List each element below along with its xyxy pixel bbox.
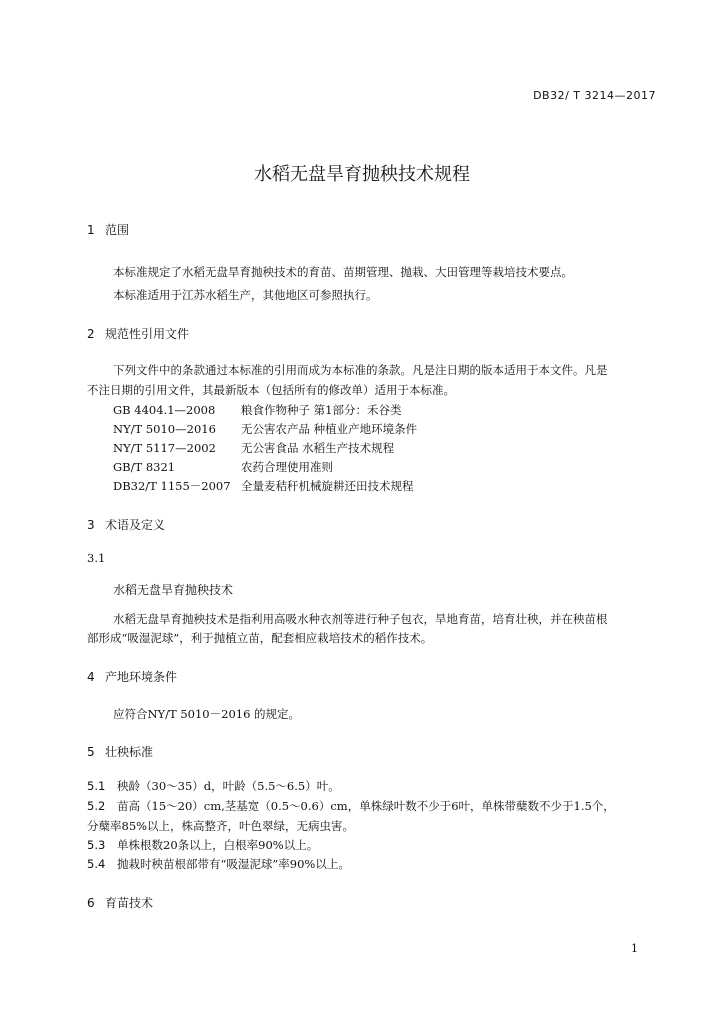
term-title: 水稻无盘旱育抛秧技术 <box>113 583 234 597</box>
section-title: 育苗技术 <box>105 896 154 910</box>
paragraph: 本标准规定了水稻无盘旱育抛秧技术的育苗、苗期管理、抛栽、大田管理等栽培技术要点。 <box>113 265 573 279</box>
clause-number: 5.3 <box>87 838 106 852</box>
section-number: 1 <box>87 223 95 237</box>
paragraph: 应符合NY/T 5010－2016 的规定。 <box>113 707 301 721</box>
clause-row <box>87 798 615 814</box>
clause-row <box>87 778 340 794</box>
clause-text: 苗高（15～20）cm,茎基宽（0.5～0.6）cm，单株绿叶数不少于6叶，单株带蘖数不少于1.5个， <box>117 799 615 813</box>
reference-code: NY/T 5117—2002 <box>113 441 216 455</box>
paragraph: 本标准适用于江苏水稻生产，其他地区可参照执行。 <box>113 288 378 302</box>
standard-code: DB32/ T 3214—2017 <box>533 89 656 102</box>
reference-name: 无公害食品 水稻生产技术规程 <box>241 441 395 455</box>
section-number: 6 <box>87 896 95 910</box>
paragraph: 部形成“吸湿泥球”，利于抛植立苗，配套相应栽培技术的稻作技术。 <box>87 631 433 645</box>
clause-number: 5.4 <box>87 857 106 871</box>
clause-row <box>87 818 354 834</box>
section-title: 规范性引用文件 <box>105 327 190 341</box>
reference-code: DB32/T 1155－2007 <box>113 479 231 493</box>
reference-code: GB/T 8321 <box>113 460 176 474</box>
paragraph: 水稻无盘旱育抛秧技术是指利用高吸水种衣剂等进行种子包衣，旱地育苗，培育壮秧，并在秧苗根 <box>113 612 608 626</box>
clause-text: 单株根数20条以上，白根率90%以上。 <box>117 838 319 852</box>
reference-code: NY/T 5010—2016 <box>113 422 216 436</box>
paragraph: 不注日期的引用文件，其最新版本（包括所有的修改单）适用于本标准。 <box>87 383 455 397</box>
section-6-heading <box>87 894 153 911</box>
reference-row <box>113 421 417 437</box>
section-title: 范围 <box>105 223 130 237</box>
clause-text: 抛栽时秧苗根部带有“吸湿泥球”率90%以上。 <box>117 857 350 871</box>
section-5-heading <box>87 743 153 760</box>
reference-name: 农药合理使用准则 <box>241 460 333 474</box>
section-number: 5 <box>87 745 95 759</box>
section-number: 3 <box>87 518 95 532</box>
reference-name: 粮食作物种子 第1部分：禾谷类 <box>241 403 402 417</box>
section-2-heading <box>87 325 189 342</box>
clause-text: 秧龄（30～35）d，叶龄（5.5～6.5）叶。 <box>117 779 340 793</box>
reference-code: GB 4404.1—2008 <box>113 403 216 417</box>
clause-row <box>87 856 350 872</box>
section-title: 产地环境条件 <box>105 670 178 684</box>
clause-number: 5.1 <box>87 779 106 793</box>
reference-row <box>113 459 333 475</box>
paragraph: 下列文件中的条款通过本标准的引用而成为本标准的条款。凡是注日期的版本适用于本文件。凡是 <box>113 363 608 377</box>
section-number: 4 <box>87 670 95 684</box>
reference-row <box>113 402 401 418</box>
subsection-number: 3.1 <box>87 551 106 565</box>
document-title: 水稻无盘旱育抛秧技术规程 <box>254 164 470 185</box>
section-title: 术语及定义 <box>105 518 166 532</box>
clause-text: 分蘖率85%以上，株高整齐，叶色翠绿，无病虫害。 <box>87 819 355 833</box>
reference-name: 无公害农产品 种植业产地环境条件 <box>241 422 418 436</box>
section-number: 2 <box>87 327 95 341</box>
section-1-heading <box>87 221 129 238</box>
section-4-heading <box>87 668 177 685</box>
clause-row <box>87 837 318 853</box>
reference-row <box>113 440 394 456</box>
section-3-heading <box>87 516 165 533</box>
page-number: 1 <box>631 942 638 955</box>
reference-name: 全量麦秸秆机械旋耕还田技术规程 <box>241 479 414 493</box>
section-title: 壮秧标准 <box>105 745 154 759</box>
clause-number: 5.2 <box>87 799 106 813</box>
reference-row <box>113 478 414 494</box>
